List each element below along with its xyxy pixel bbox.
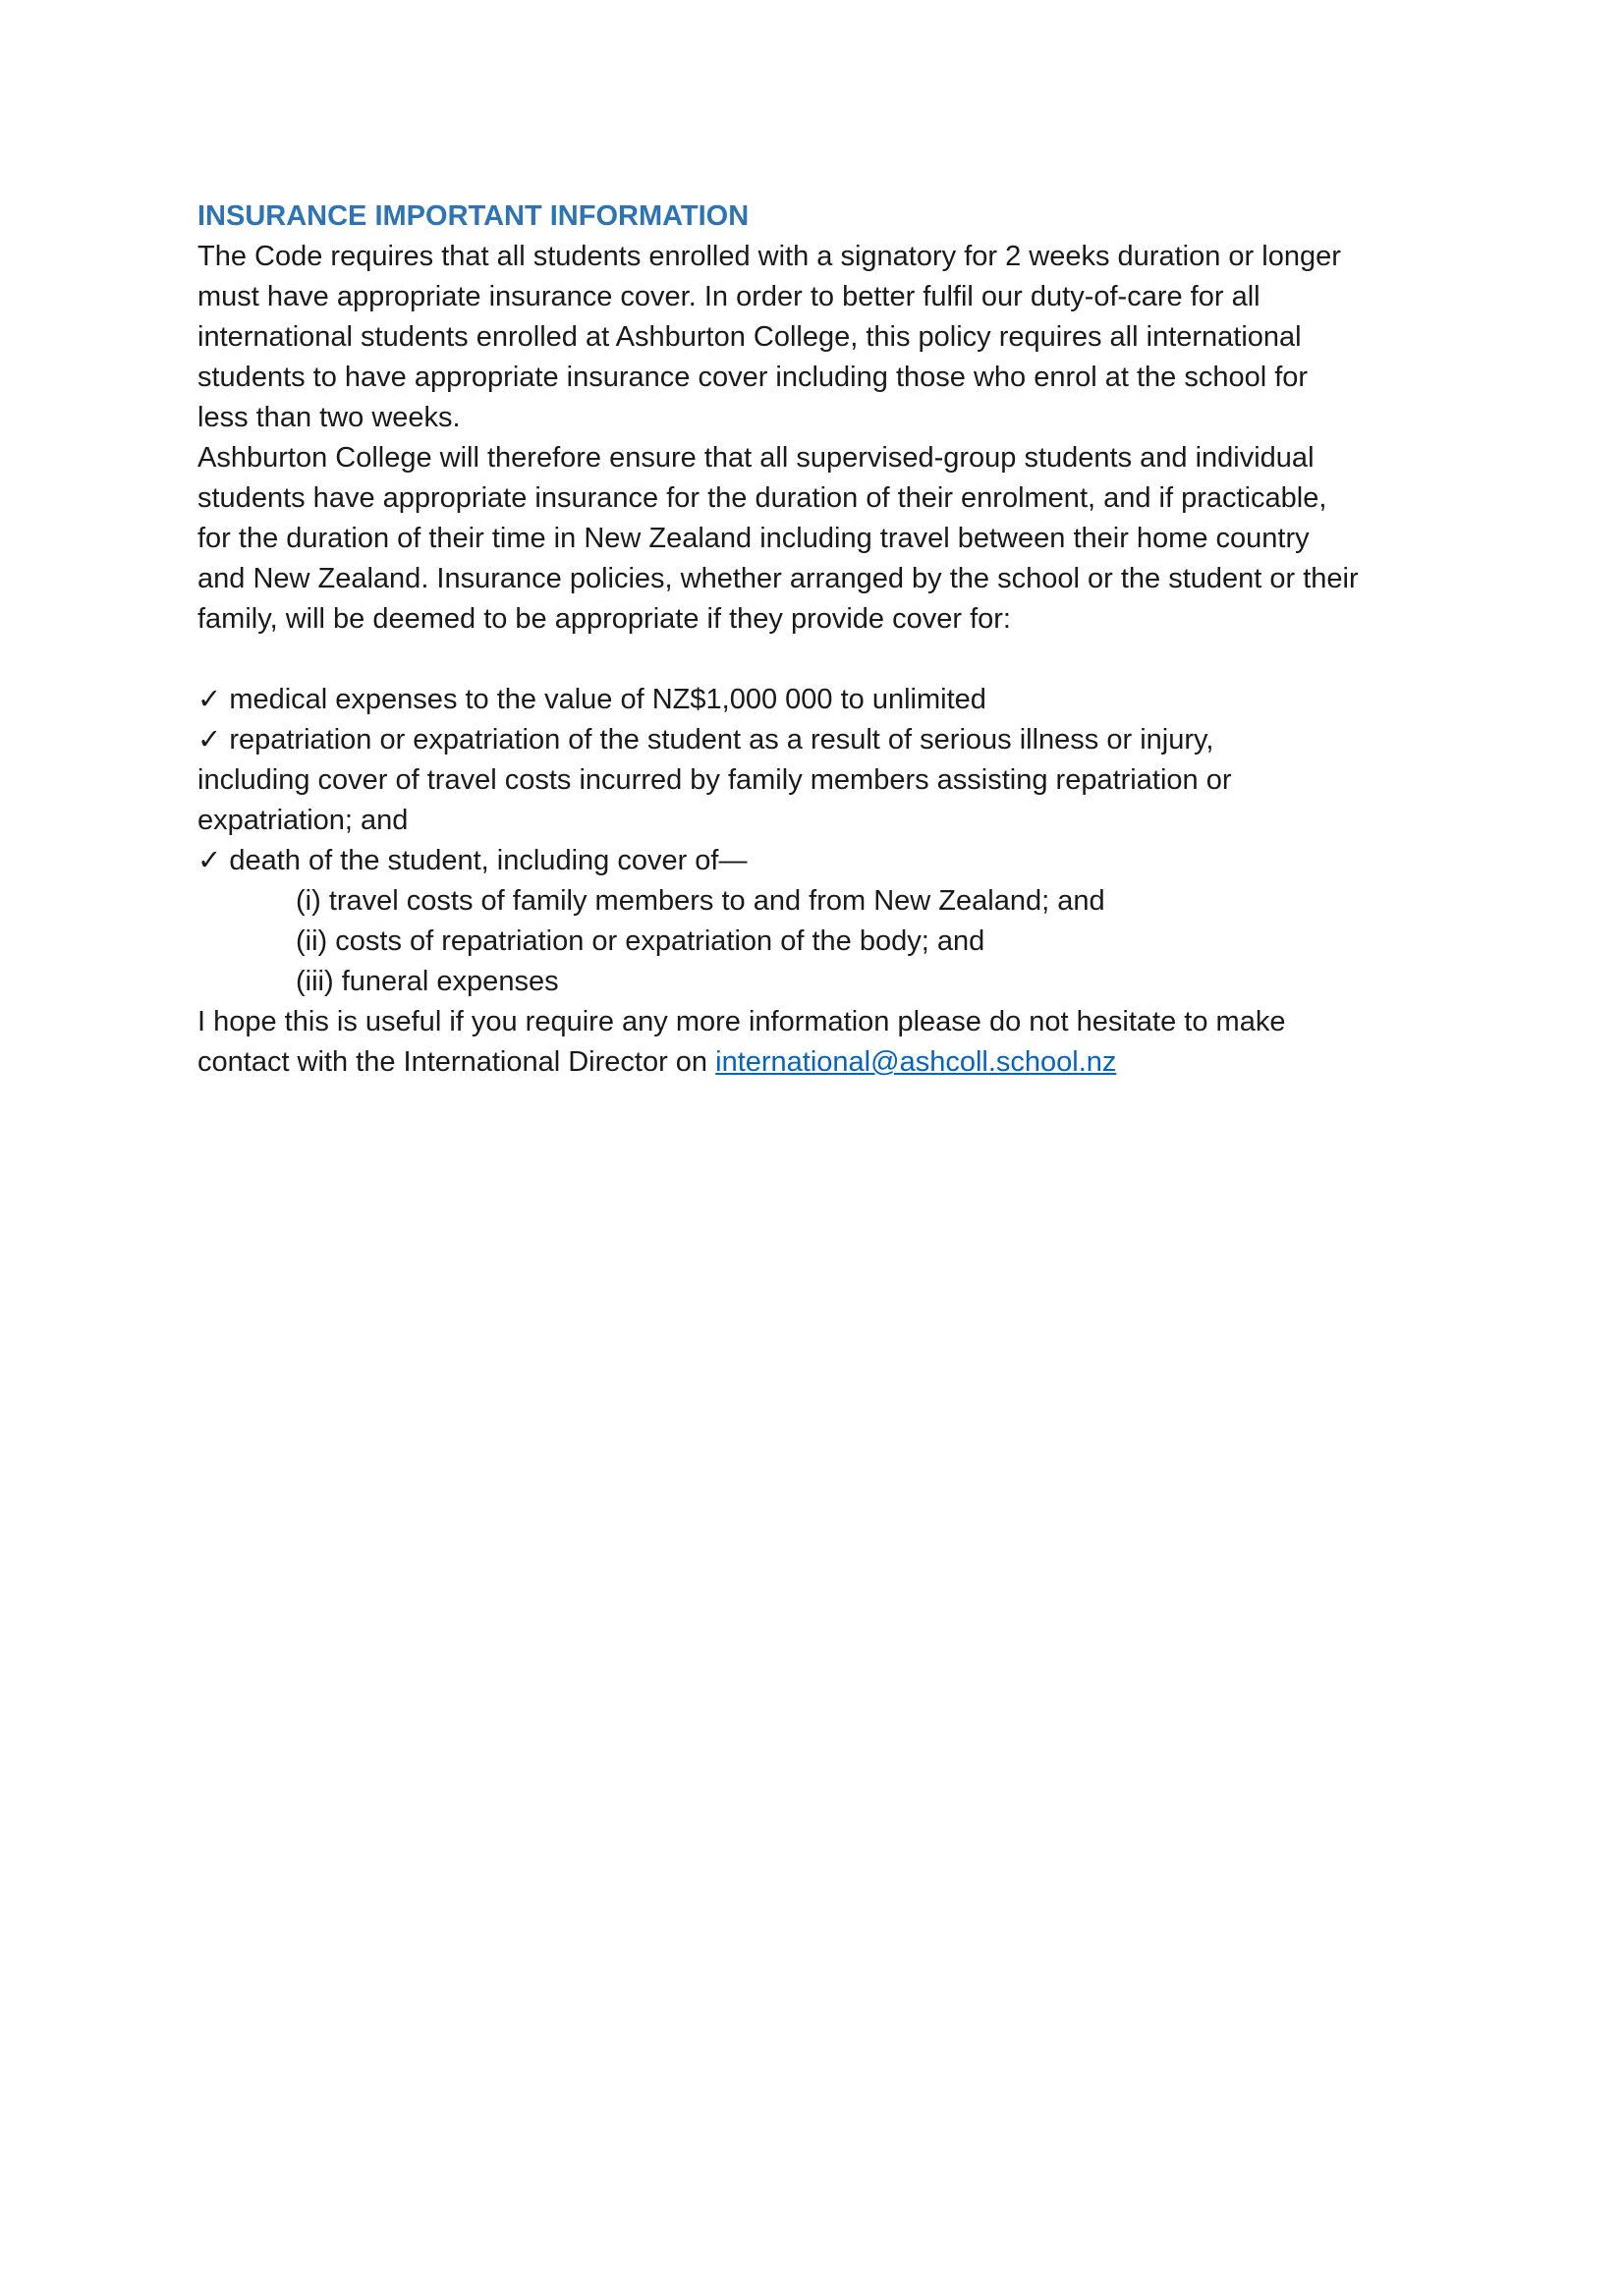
cover-item-text: repatriation or expatriation of the student as a result of serious illness or injury, including cover of travel costs incurred by family members assisting repatriation or expatriation; and [197, 724, 1232, 836]
check-icon: ✓ [197, 684, 222, 715]
paragraph-code-requirement: The Code requires that all students enrolled with a signatory for 2 weeks duration or longer must have appropriate insurance cover. In order to better fulfil our duty-of-care for all international students enrolled at Ashburton College, this policy requires all international students to have appropriate insurance cover including those who enrol at the school for less than two weeks. [197, 241, 1341, 433]
cover-item-repatriation [197, 720, 1475, 841]
contact-email-link[interactable]: international@ashcoll.school.nz [715, 1046, 1117, 1078]
closing-text: I hope this is useful if you require any more information please do not hesitate to make contact with the International Director on [197, 1006, 1286, 1078]
sub-item-travel-costs: (i) travel costs of family members to and from New Zealand; and [296, 885, 1105, 917]
cover-item-text: death of the student, including cover of— [229, 845, 748, 876]
sub-item-funeral: (iii) funeral expenses [296, 966, 559, 997]
check-icon: ✓ [197, 724, 222, 756]
cover-item-death [197, 841, 1475, 881]
document-page [197, 196, 1475, 1083]
paragraph-college-policy: Ashburton College will therefore ensure that all supervised-group students and individual students have appropriate insurance for the duration of their enrolment, and if practicable, for the duration of their time in New Zealand including travel between their home country and New Zealand. Insurance policies, whether arranged by the school or the student or their family, will be deemed to be appropriate if they provide cover for: [197, 442, 1359, 635]
sub-item-repatriation-body: (ii) costs of repatriation or expatriation of the body; and [296, 925, 985, 957]
cover-item-medical [197, 680, 1475, 720]
document-heading: INSURANCE IMPORTANT INFORMATION [197, 200, 750, 232]
closing-paragraph [197, 1002, 1475, 1083]
spacer [197, 640, 1475, 680]
cover-item-text: medical expenses to the value of NZ$1,000 000 to unlimited [229, 684, 986, 715]
check-icon: ✓ [197, 845, 222, 876]
